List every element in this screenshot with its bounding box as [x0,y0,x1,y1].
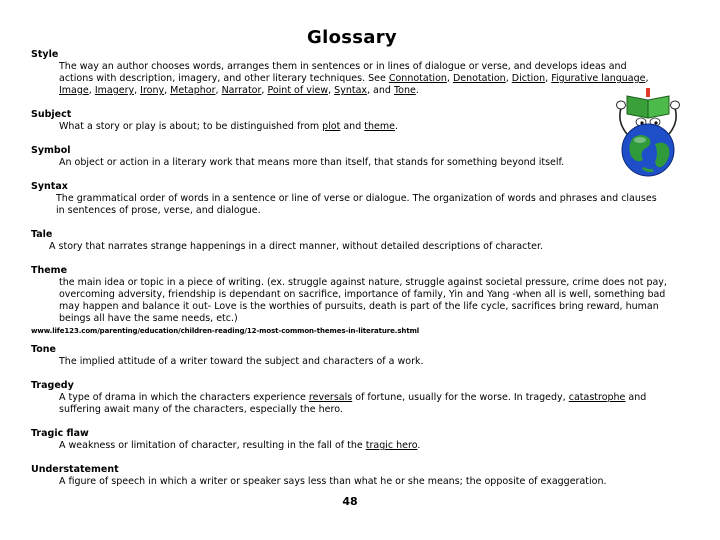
source-url[interactable]: www.life123.com/parenting/education/children-reading/12-most-common-themes-in-literature.shtml [31,327,420,335]
link-reversals[interactable]: reversals [308,392,353,403]
definition-style: The way an author chooses words, arranges them in sentences or in lines of dialogue or verse, and develops ideas and actions with description, imagery, and other literary techniques. See Connotation, Denotation, Diction, Figurative language, Image, Imagery, Irony, Metaphor, Narrator, Point of view, Syntax, and Tone. [59,61,649,96]
term-tragedy: Tragedy [31,380,74,391]
entry-tragic-flaw [31,428,671,452]
link-theme[interactable]: theme [364,121,395,132]
link-narrator[interactable]: Narrator [221,85,262,96]
link-denotation[interactable]: Denotation [452,73,506,84]
link-diction[interactable]: Diction [511,73,546,84]
link-plot[interactable]: plot [322,121,341,132]
link-tragic-hero[interactable]: tragic hero [365,440,418,451]
term-theme: Theme [31,265,68,276]
link-imagery[interactable]: Imagery [94,85,135,96]
definition-tone: The implied attitude of a writer toward the subject and characters of a work. [59,356,424,367]
page-number: 48 [342,495,358,508]
term-symbol: Symbol [31,145,71,156]
link-image[interactable]: Image [59,85,89,96]
term-subject: Subject [31,109,72,120]
definition-syntax: The grammatical order of words in a sentence or line of verse or dialogue. The organization of words and phrases and clauses in sentences of prose, verse, and dialogue. [56,193,657,216]
entry-understatement [31,464,671,488]
definition-understatement: A figure of speech in which a writer or speaker says less than what he or she means; the opposite of exaggeration. [59,476,607,487]
definition-tragedy: A type of drama in which the characters experience reversals of fortune, usually for the worse. In tragedy, catastrophe and suffering await many of the characters, especially the hero. [59,392,647,415]
entry-tone [31,344,671,368]
link-figurative-language[interactable]: Figurative language [551,73,646,84]
definition-theme: the main idea or topic in a piece of writing. (ex. struggle against nature, struggle against societal pressure, crime does not pay, overcoming adversity, friendship is dependant on sacrifice, importance of family, Yin and Yang -when all is well, something bad may happen and balance it out- Love is the worthies of pursuits, death is part of the life cycle, sacrifices bring reward, human beings all have the same needs, etc.) [59,277,667,324]
entry-theme [31,265,671,336]
entry-tale [31,229,671,253]
entry-subject [31,109,671,133]
definition-symbol: An object or action in a literary work that means more than itself, that stands for something beyond itself. [59,157,565,168]
link-connotation[interactable]: Connotation [388,73,447,84]
entry-style [31,49,671,97]
definition-subject: What a story or play is about; to be distinguished from plot and theme. [59,121,398,132]
link-metaphor[interactable]: Metaphor [170,85,216,96]
definition-tragic-flaw: A weakness or limitation of character, resulting in the fall of the tragic hero. [59,440,421,451]
term-style: Style [31,49,59,60]
link-catastrophe[interactable]: catastrophe [568,392,626,403]
link-tone[interactable]: Tone [393,85,416,96]
entry-tragedy [31,380,671,416]
entry-syntax [31,181,671,217]
term-syntax: Syntax [31,181,68,192]
entry-symbol [31,145,671,169]
link-point-of-view[interactable]: Point of view [267,85,329,96]
term-understatement: Understatement [31,464,119,475]
link-syntax[interactable]: Syntax [334,85,368,96]
term-tale: Tale [31,229,53,240]
link-irony[interactable]: Irony [140,85,165,96]
page-title: Glossary [307,27,397,48]
term-tone: Tone [31,344,56,355]
definition-tale: A story that narrates strange happenings in a direct manner, without detailed descriptions of character. [49,241,543,252]
term-tragic-flaw: Tragic flaw [31,428,89,439]
